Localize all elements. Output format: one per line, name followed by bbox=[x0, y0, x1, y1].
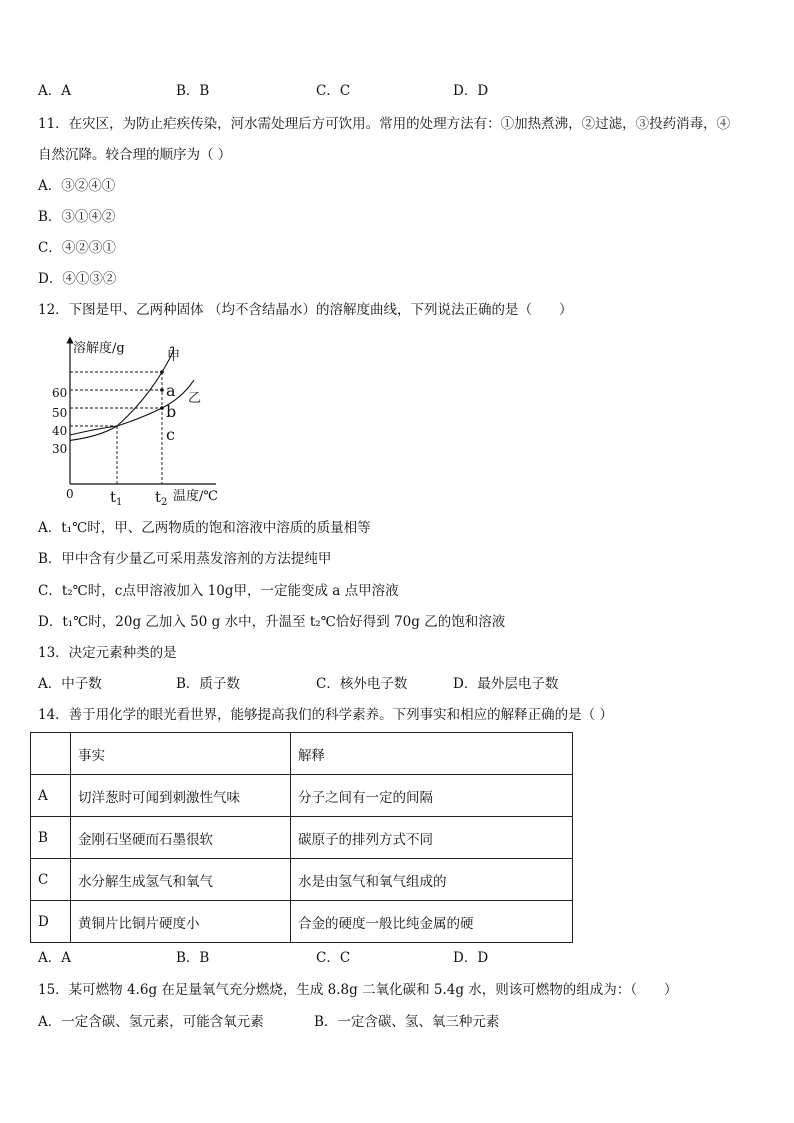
q14-option-c: C．C bbox=[316, 950, 351, 966]
q13-stem: 13．决定元素种类的是 bbox=[38, 645, 177, 661]
table-cell: 金刚石坚硬而石墨很软 bbox=[71, 817, 291, 859]
annotation-a: a bbox=[166, 381, 176, 400]
origin-label: 0 bbox=[66, 487, 74, 501]
data-point-c bbox=[160, 406, 164, 410]
table-cell: 黄铜片比铜片硬度小 bbox=[71, 901, 291, 943]
q13-option-b: B．质子数 bbox=[176, 676, 240, 692]
table-cell: D bbox=[31, 901, 71, 943]
data-point-a bbox=[160, 370, 164, 374]
facts-table bbox=[30, 732, 573, 943]
x-axis-label: 温度/℃ bbox=[173, 489, 218, 504]
table-row bbox=[31, 775, 573, 817]
table-row bbox=[31, 817, 573, 859]
data-point-b bbox=[160, 388, 164, 392]
y-axis-label: 溶解度/g bbox=[73, 341, 125, 356]
q14-option-b: B．B bbox=[176, 950, 210, 966]
table-cell: 水是由氢气和氧气组成的 bbox=[291, 859, 573, 901]
y-tick-40: 40 bbox=[52, 424, 68, 438]
q11-stem-line1: 11．在灾区，为防止疟疾传染，河水需处理后方可饮用。常用的处理方法有：①加热煮沸，②过滤，③投药消毒，④ bbox=[38, 116, 731, 132]
y-tick-60: 60 bbox=[52, 386, 68, 400]
q14-option-d: D．D bbox=[453, 950, 489, 966]
q12-option-b: B．甲中含有少量乙可采用蒸发溶剂的方法提纯甲 bbox=[38, 551, 332, 567]
q12-option-d: D．t₁℃时，20g 乙加入 50 g 水中，升温至 t₂℃恰好得到 70g 乙的饱和溶液 bbox=[38, 614, 506, 630]
q15-stem: 15．某可燃物 4.6g 在足量氧气充分燃烧，生成 8.8g 二氧化碳和 5.4g 水，则该可燃物的组成为：（ ） bbox=[38, 982, 678, 998]
q14-option-a: A．A bbox=[38, 950, 71, 966]
q15-option-a: A．一定含碳、氢元素，可能含氧元素 bbox=[38, 1014, 264, 1030]
q14-options bbox=[38, 948, 488, 968]
table-cell: 分子之间有一定的间隔 bbox=[291, 775, 573, 817]
q11-option-a: A．③②④① bbox=[38, 178, 116, 194]
q11-option-d: D．④①③② bbox=[38, 271, 117, 287]
table-header-row bbox=[31, 733, 573, 775]
table-header-cell: 解释 bbox=[291, 733, 573, 775]
q14-stem: 14．善于用化学的眼光看世界，能够提高我们的科学素养。下列事实和相应的解释正确的是（ ） bbox=[38, 707, 613, 723]
table-cell: 切洋葱时可闻到刺激性气味 bbox=[71, 775, 291, 817]
table-cell: B bbox=[31, 817, 71, 859]
table-cell: 合金的硬度一般比纯金属的硬 bbox=[291, 901, 573, 943]
q10-option-b: B．B bbox=[176, 83, 210, 99]
q13-options bbox=[38, 674, 558, 694]
q15-options bbox=[38, 1012, 499, 1032]
table-cell: 水分解生成氢气和氧气 bbox=[71, 859, 291, 901]
x-tick-t1: $t_1$ bbox=[110, 488, 123, 508]
q10-option-d: D．D bbox=[453, 83, 489, 99]
q10-option-c: C．C bbox=[316, 83, 351, 99]
q11-stem-line2: 自然沉降。较合理的顺序为（ ） bbox=[38, 147, 232, 163]
q12-stem: 12．下图是甲、乙两种固体 （均不含结晶水）的溶解度曲线，下列说法正确的是（ ） bbox=[38, 302, 573, 318]
annotation-b: b bbox=[166, 402, 177, 421]
q10-option-a: A．A bbox=[38, 83, 71, 99]
series-label-jia: 甲 bbox=[167, 349, 181, 364]
q13-option-c: C．核外电子数 bbox=[316, 676, 408, 692]
q12-option-a: A．t₁℃时，甲、乙两物质的饱和溶液中溶质的质量相等 bbox=[38, 520, 371, 536]
y-tick-50: 50 bbox=[52, 406, 68, 420]
annotation-c: c bbox=[166, 425, 175, 444]
q11-option-c: C．④②③① bbox=[38, 240, 116, 256]
table-header-cell: 事实 bbox=[71, 733, 291, 775]
table-header-cell bbox=[31, 733, 71, 775]
q13-option-d: D．最外层电子数 bbox=[453, 676, 559, 692]
q10-options bbox=[38, 81, 488, 101]
q13-option-a: A．中子数 bbox=[38, 676, 102, 692]
solubility-chart bbox=[42, 332, 232, 510]
table-cell: 碳原子的排列方式不同 bbox=[291, 817, 573, 859]
q11-option-b: B．③①④② bbox=[38, 209, 116, 225]
series-label-yi: 乙 bbox=[188, 391, 202, 406]
q15-option-b: B．一定含碳、氢、氧三种元素 bbox=[314, 1014, 500, 1030]
table-cell: C bbox=[31, 859, 71, 901]
table-cell: A bbox=[31, 775, 71, 817]
q12-option-c: C．t₂℃时，c点甲溶液加入 10g甲，一定能变成 a 点甲溶液 bbox=[38, 583, 399, 599]
y-tick-30: 30 bbox=[52, 442, 68, 456]
x-tick-t2: $t_2$ bbox=[155, 488, 168, 508]
table-row bbox=[31, 901, 573, 943]
table-row bbox=[31, 859, 573, 901]
